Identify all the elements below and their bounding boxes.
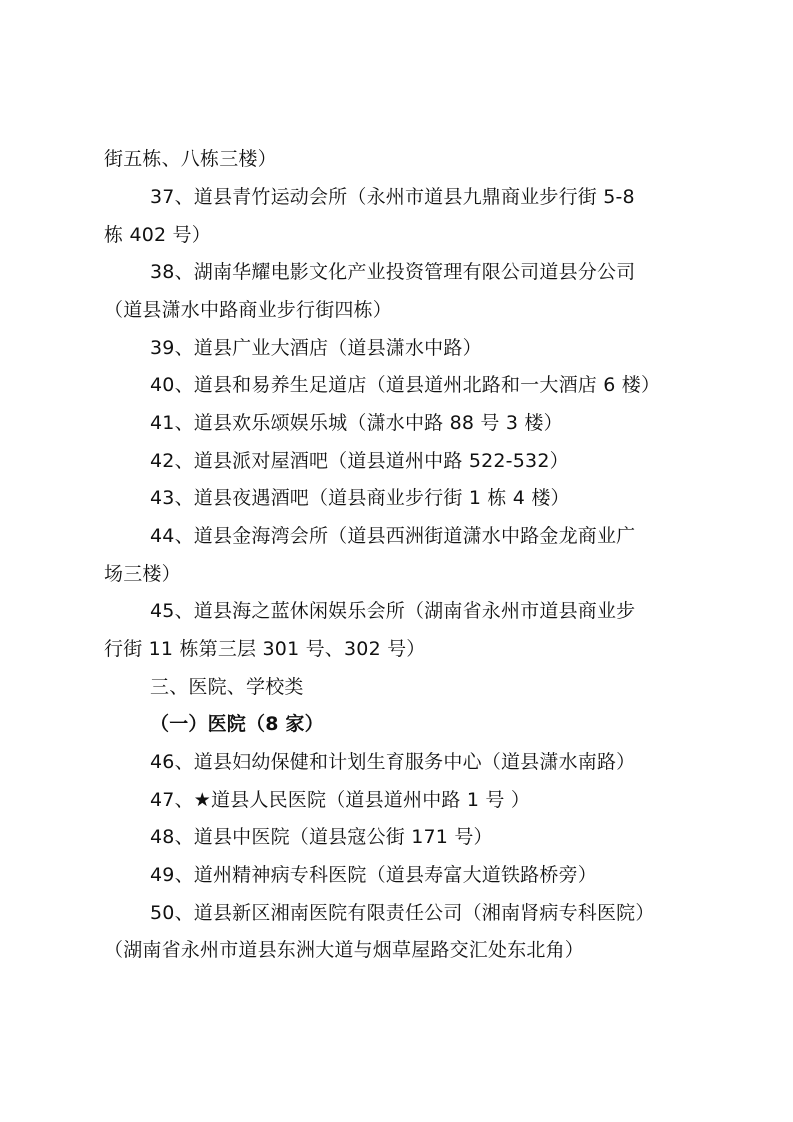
list-item-38-continuation: （道县潇水中路商业步行街四栋） bbox=[104, 299, 393, 321]
list-item-44-continuation: 场三楼） bbox=[104, 563, 181, 585]
list-item-50-continuation: （湖南省永州市道县东洲大道与烟草屋路交汇处东北角） bbox=[104, 939, 585, 961]
list-item-42: 42、道县派对屋酒吧（道县道州中路 522-532） bbox=[150, 450, 569, 472]
section-heading-hospitals-schools: 三、医院、学校类 bbox=[150, 676, 304, 698]
list-item-39: 39、道县广业大酒店（道县潇水中路） bbox=[150, 337, 482, 359]
list-item-37-continuation: 栋 402 号） bbox=[104, 224, 211, 246]
list-item-48: 48、道县中医院（道县寇公街 171 号） bbox=[150, 826, 493, 848]
list-item-44: 44、道县金海湾会所（道县西洲街道潇水中路金龙商业广 bbox=[150, 525, 636, 547]
list-item-37: 37、道县青竹运动会所（永州市道县九鼎商业步行街 5-8 bbox=[150, 186, 635, 208]
list-item-49: 49、道州精神病专科医院（道县寿富大道铁路桥旁） bbox=[150, 864, 597, 886]
list-item-50: 50、道县新区湘南医院有限责任公司（湘南肾病专科医院） bbox=[150, 902, 655, 924]
list-item-38: 38、湖南华耀电影文化产业投资管理有限公司道县分公司 bbox=[150, 261, 636, 283]
list-item-45: 45、道县海之蓝休闲娱乐会所（湖南省永州市道县商业步 bbox=[150, 600, 636, 622]
text-line-continuation-36: 街五栋、八栋三楼） bbox=[104, 148, 277, 170]
list-item-45-continuation: 行街 11 栋第三层 301 号、302 号） bbox=[104, 638, 426, 660]
list-item-47: 47、★道县人民医院（道县道州中路 1 号 ） bbox=[150, 789, 531, 811]
list-item-40: 40、道县和易养生足道店（道县道州北路和一大酒店 6 楼） bbox=[150, 374, 661, 396]
list-item-43: 43、道县夜遇酒吧（道县商业步行街 1 栋 4 楼） bbox=[150, 487, 570, 509]
list-item-41: 41、道县欢乐颂娱乐城（潇水中路 88 号 3 楼） bbox=[150, 412, 563, 434]
list-item-46: 46、道县妇幼保健和计划生育服务中心（道县潇水南路） bbox=[150, 751, 636, 773]
subsection-heading-hospitals: （一）医院（8 家） bbox=[150, 713, 324, 735]
